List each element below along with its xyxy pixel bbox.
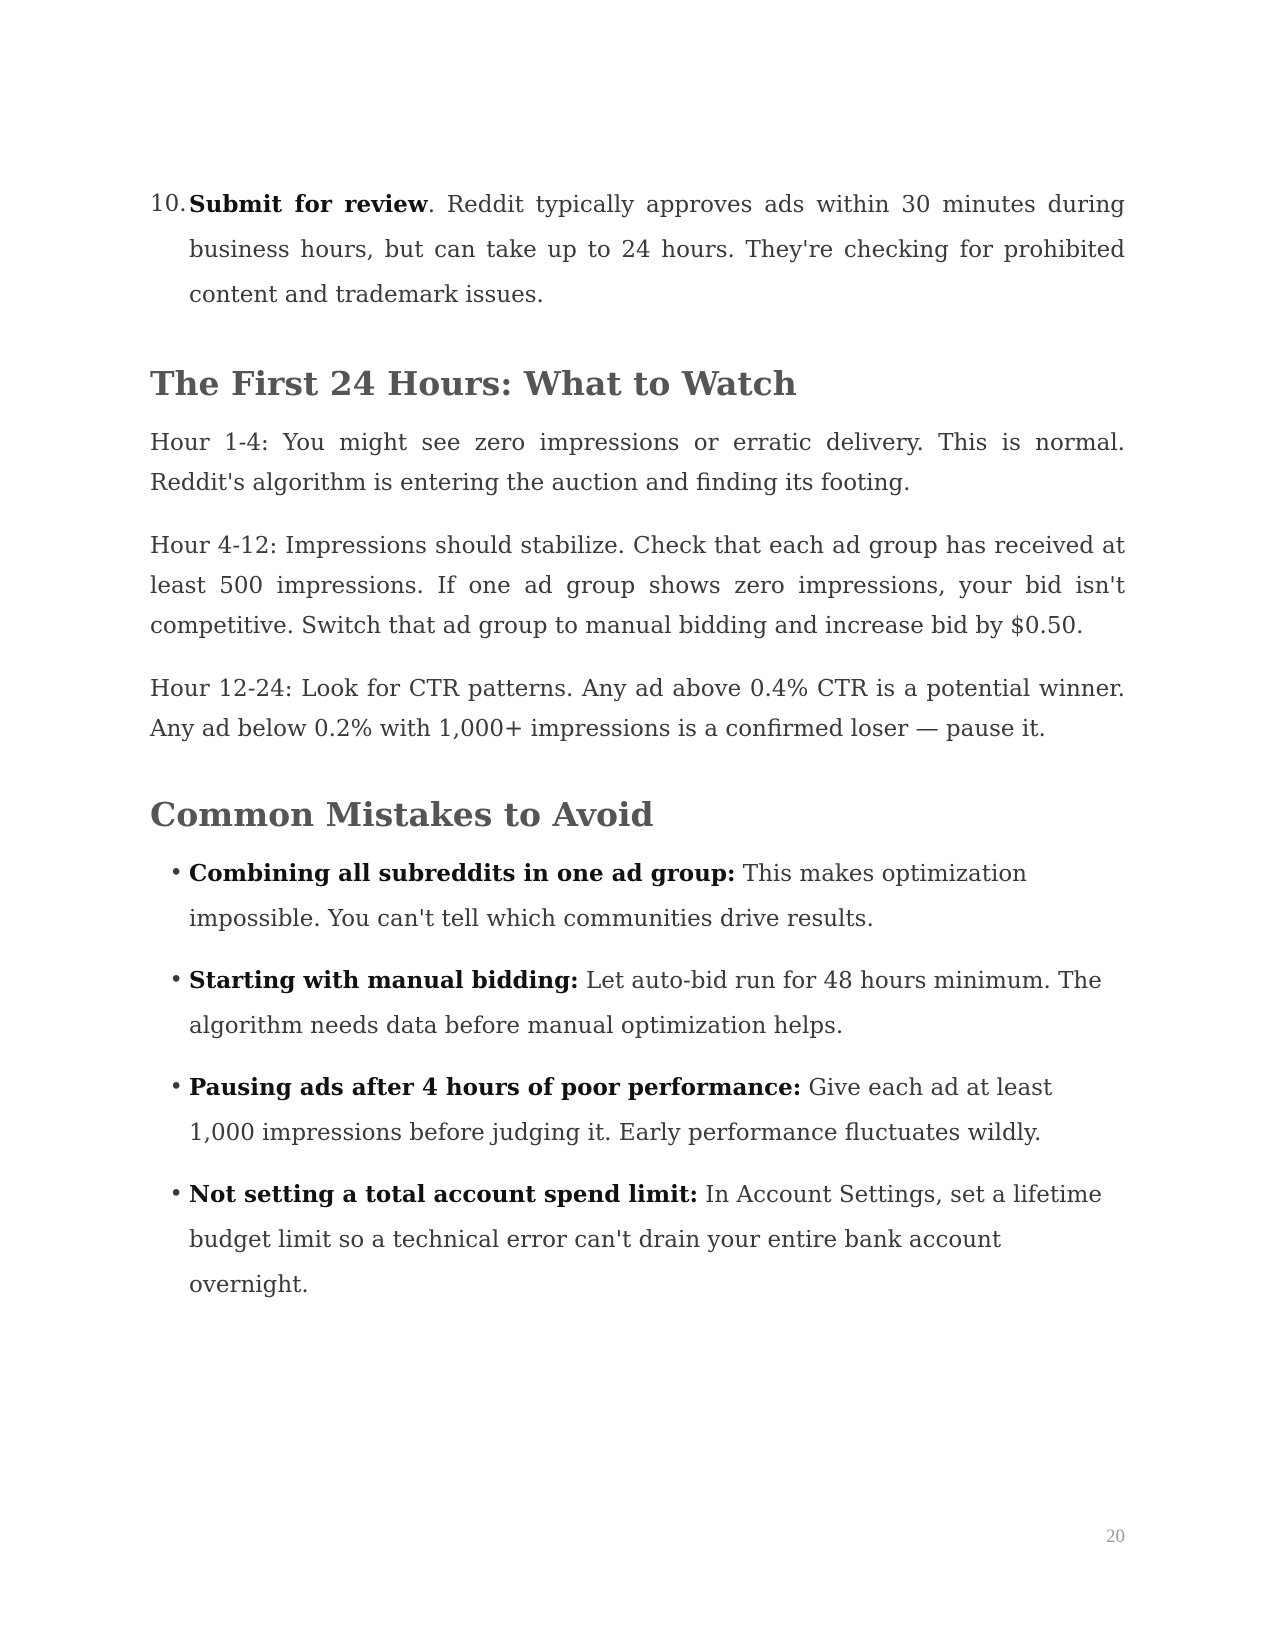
page-number: 20 bbox=[1106, 1526, 1125, 1547]
bullet-icon: • bbox=[169, 860, 183, 886]
list-item bbox=[150, 1172, 1125, 1308]
list-item bbox=[150, 1065, 1125, 1156]
document-page bbox=[150, 182, 1125, 1324]
bullet-bold: Pausing ads after 4 hours of poor performance: bbox=[189, 1074, 802, 1101]
bullet-bold: Not setting a total account spend limit: bbox=[189, 1181, 698, 1208]
bullet-icon: • bbox=[169, 1181, 183, 1207]
bullet-text: In Account Settings, set a lifetime budget limit so a technical error can't drain your entire bank account overnight. bbox=[189, 1182, 1102, 1298]
bullet-text: Give each ad at least 1,000 impressions before judging it. Early performance fluctuates wildly. bbox=[189, 1075, 1053, 1146]
bullet-text: This makes optimization impossible. You can't tell which communities drive results. bbox=[189, 861, 1027, 932]
section-heading-common-mistakes: Common Mistakes to Avoid bbox=[150, 795, 654, 834]
list-item-bold: Submit for review bbox=[189, 191, 428, 218]
paragraph-hour-1-4: Hour 1-4: You might see zero impressions or erratic delivery. This is normal. Reddit's algorithm is entering the auction and finding its footing. bbox=[150, 430, 1125, 496]
list-item-body bbox=[189, 182, 1125, 318]
paragraph-hour-12-24: Hour 12-24: Look for CTR patterns. Any ad above 0.4% CTR is a potential winner. Any ad below 0.2% with 1,000+ impressions is a confirmed loser — pause it. bbox=[150, 676, 1125, 742]
mistakes-list bbox=[150, 851, 1125, 1308]
list-item-text: . Reddit typically approves ads within 30 minutes during business hours, but can take up to 24 hours. They're checking for prohibited content and trademark issues. bbox=[189, 192, 1126, 308]
section-heading-first-24-hours: The First 24 Hours: What to Watch bbox=[150, 364, 797, 403]
list-item bbox=[150, 851, 1125, 942]
paragraph-hour-4-12: Hour 4-12: Impressions should stabilize. Check that each ad group has received at least 500 impressions. If one ad group shows zero impressions, your bid isn't competitive. Switch that ad group to manual bidding and increase bid by $0.50. bbox=[150, 533, 1125, 639]
bullet-text: Let auto-bid run for 48 hours minimum. The algorithm needs data before manual optimization helps. bbox=[189, 968, 1102, 1039]
bullet-icon: • bbox=[169, 967, 183, 993]
list-number: 10. bbox=[150, 191, 187, 217]
numbered-list-item bbox=[150, 182, 1125, 318]
bullet-icon: • bbox=[169, 1074, 183, 1100]
bullet-bold: Starting with manual bidding: bbox=[189, 967, 579, 994]
list-item bbox=[150, 958, 1125, 1049]
bullet-bold: Combining all subreddits in one ad group: bbox=[189, 860, 736, 887]
